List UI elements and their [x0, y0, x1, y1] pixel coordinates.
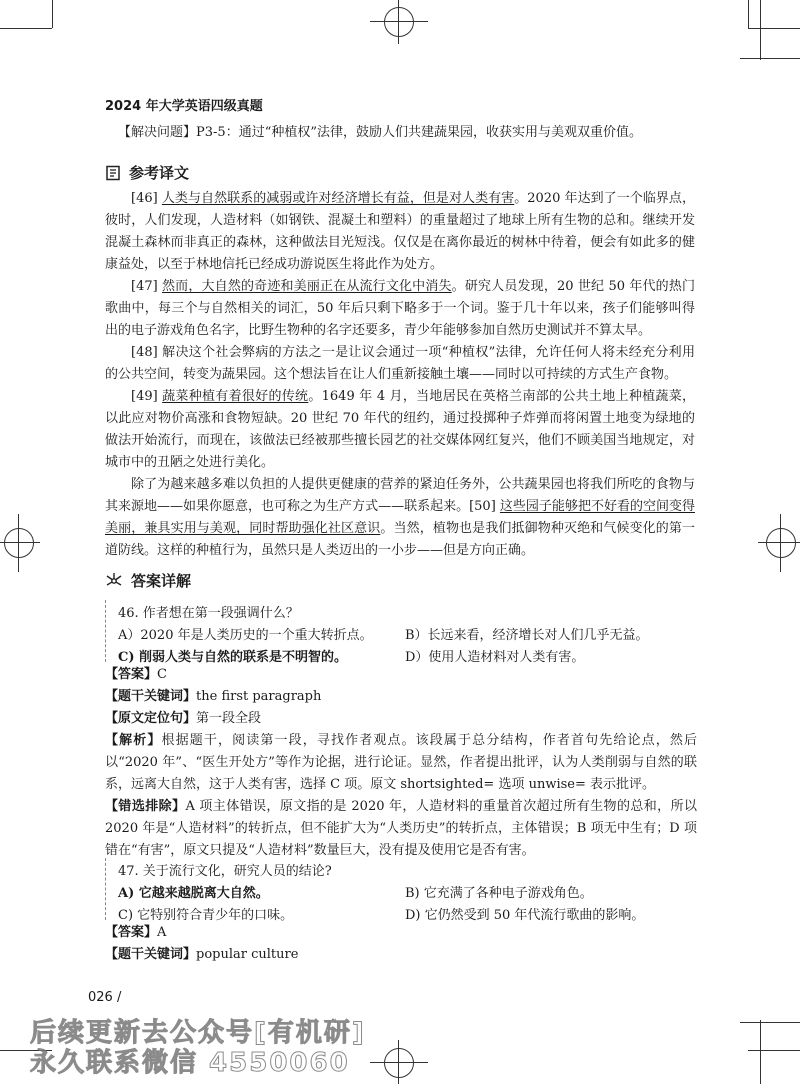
watermark-line-2: 永久联系微信 4550060 [30, 1048, 350, 1078]
crop-mark [760, 1020, 761, 1084]
registration-mark [780, 514, 781, 572]
translation-heading [105, 162, 189, 183]
document-icon [105, 165, 121, 181]
paragraph-text: 。当然，植物也是我们抵御物种灭绝和气候变化的第一道防线。这样的种植行为，虽然只是人类迈出的一小步——但是方向正确。 [105, 521, 695, 558]
translation-paragraph-48 [105, 342, 695, 386]
registration-mark [398, 0, 399, 44]
q46-option-a: A）2020 年是人类历史的一个重大转折点。 [118, 628, 373, 643]
q46-analysis [105, 730, 697, 796]
watermark-line-1: 后续更新去公众号[有机研] [30, 1018, 366, 1048]
solution-note [118, 122, 708, 144]
registration-mark [384, 7, 414, 37]
crop-mark [0, 28, 52, 29]
registration-mark [384, 1048, 414, 1078]
crop-mark [748, 1050, 800, 1051]
keyword-value: popular culture [196, 947, 299, 962]
answer-label: 【答案】 [105, 667, 158, 682]
registration-mark [766, 528, 796, 558]
keyword-value: the first paragraph [196, 689, 322, 704]
q46-option-c: C) 削弱人类与自然的联系是不明智的。 [118, 650, 348, 665]
registration-mark [0, 542, 40, 543]
paragraph-number: [50] [469, 499, 496, 514]
keyword-label: 【题干关键词】 [105, 689, 197, 704]
translation-paragraph-47 [105, 276, 695, 342]
translation-paragraph-46 [105, 188, 695, 276]
answers-heading [105, 570, 191, 591]
underlined-sentence: 人类与自然联系的减弱或许对经济增长有益，但是对人类有害 [161, 191, 515, 206]
underlined-sentence: 蔬菜种植有着很好的传统 [162, 389, 309, 404]
underlined-sentence: 这些园子能够把不好看的空间变得美丽，兼具实用与美观，同时帮助强化社区意识 [105, 499, 695, 536]
paragraph-text: 。2020 年达到了一个临界点，彼时，人们发现，人造材料（如钢铁、混凝土和塑料）的重量超过了地球上所有生物的总和。继续开发混凝土森林而非真正的森林，这种做法目光短浅。仅仅是在离你最近的树林中待着，便会有如此多的健康益处，以至于林地信托已经成功游说医生将此作为处方。 [105, 191, 695, 272]
q46-exclude [105, 796, 697, 862]
question-bar [105, 600, 109, 662]
q47-answer [105, 922, 697, 944]
q46-option-d: D）使用人造材料对人类有害。 [405, 650, 585, 665]
registration-mark [4, 528, 34, 558]
registration-mark [18, 514, 19, 572]
solution-note-text: P3-5：通过“种植权”法律，鼓励人们共建蔬果园，收获实用与美观双重价值。 [196, 125, 642, 140]
crop-mark [748, 0, 749, 28]
translation-paragraph-49 [105, 386, 695, 474]
paragraph-number: [49] [131, 389, 158, 404]
paragraph-text: 解决这个社会弊病的方法之一是让议会通过一项“种植权”法律，允许任何人将未经充分利用的公共空间，转变为蔬果园。这个想法旨在让人们重新接触土壤——同时以可持续的方式生产食物。 [105, 345, 695, 382]
exam-title: 2024 年大学英语四级真题 [105, 99, 263, 114]
analysis-text: 根据题干，阅读第一段，寻找作者观点。该段属于总分结构，作者首句先给论点，然后以“2020 年”、“医生开处方”等作为论据，进行论证。显然，作者提出批评，认为人类削弱与自然的联系，远离大自然，这于人类有害，选择 C 项。原文 shortsighted= 选项 unwise= 表示批评。 [105, 733, 697, 792]
q47-option-d: D) 它仍然受到 50 年代流行歌曲的影响。 [405, 908, 645, 923]
underlined-sentence: 然而，大自然的奇迹和美丽正在从流行文化中消失 [162, 279, 452, 294]
translation-paragraph-50 [105, 474, 695, 562]
question-bar [105, 858, 109, 920]
paragraph-text: 。研究人员发现，20 世纪 50 年代的热门歌曲中，每三个与自然相关的词汇，50 年后只剩下略多于一个词。鉴于几十年以来，孩子们能够叫得出的电子游戏角色名字，比野生物种的名字还要多，青少年能够参加自然历史测试并不算太早。 [105, 279, 695, 338]
q47-keyword [105, 944, 697, 966]
paragraph-number: [47] [131, 279, 158, 294]
q46-stem: 46. 作者想在第一段强调什么？ [118, 606, 299, 621]
crop-mark [760, 0, 761, 60]
crop-mark [748, 28, 800, 29]
q47-option-b: B) 它充满了各种电子游戏角色。 [405, 886, 593, 901]
paragraph-number: [46] [131, 191, 158, 206]
keyword-label: 【题干关键词】 [105, 947, 197, 962]
crop-mark [740, 1022, 800, 1023]
paragraph-number: [48] [131, 345, 158, 360]
q46-answer [105, 664, 697, 686]
analysis-label: 【解析】 [105, 733, 162, 748]
registration-mark [370, 1062, 428, 1063]
registration-mark [758, 542, 800, 543]
q46-locate [105, 708, 697, 730]
answer-label: 【答案】 [105, 925, 158, 940]
registration-mark [370, 21, 428, 22]
q47-stem: 47. 关于流行文化，研究人员的结论? [118, 864, 332, 879]
q47-option-a: A) 它越来越脱离大自然。 [118, 886, 269, 901]
q47-option-c: C) 它特别符合青少年的口味。 [118, 908, 294, 923]
answer-value: C [157, 667, 167, 682]
locate-label: 【原文定位句】 [105, 711, 197, 726]
locate-value: 第一段全段 [196, 711, 262, 726]
page-number: 026 / [88, 990, 122, 1005]
paragraph-text: 除了为越来越多难以负担的人提供更健康的营养的紧迫任务外，公共蔬果园也将我们所吃的食物与其来源地——如果你愿意，也可称之为生产方式——联系起来。 [105, 477, 695, 514]
network-icon [105, 572, 123, 590]
answer-value: A [157, 925, 167, 940]
q46-option-b: B）长远来看，经济增长对人们几乎无益。 [405, 628, 649, 643]
paragraph-text: 。1649 年 4 月，当地居民在英格兰南部的公共土地上种植蔬菜，以此应对物价高涨和食物短缺。20 世纪 70 年代的纽约，通过投掷种子炸弹而将闲置土地变为绿地的做法开始流行，而现在，该做法已经被那些擅长园艺的社交媒体网红复兴，他们不顾美国当地规定，对城市中的丑陋之处进行美化。 [105, 389, 695, 470]
crop-mark [740, 58, 800, 59]
translation-heading-text: 参考译文 [129, 164, 190, 182]
exclude-label: 【错选排除】 [105, 799, 186, 814]
crop-mark [52, 0, 53, 28]
exclude-text: A 项主体错误，原文指的是 2020 年，人造材料的重量首次超过所有生物的总和，所以 2020 年是“人造材料”的转折点，但不能扩大为“人类历史”的转折点，主体错误；B 项无中生有；D 项错在“有害”，原文只提及“人造材料”数量巨大，没有提及使用它是否有害。 [105, 799, 697, 858]
answers-heading-text: 答案详解 [131, 572, 192, 590]
solution-note-label: 【解决问题】 [118, 125, 197, 140]
q46-keyword [105, 686, 697, 708]
